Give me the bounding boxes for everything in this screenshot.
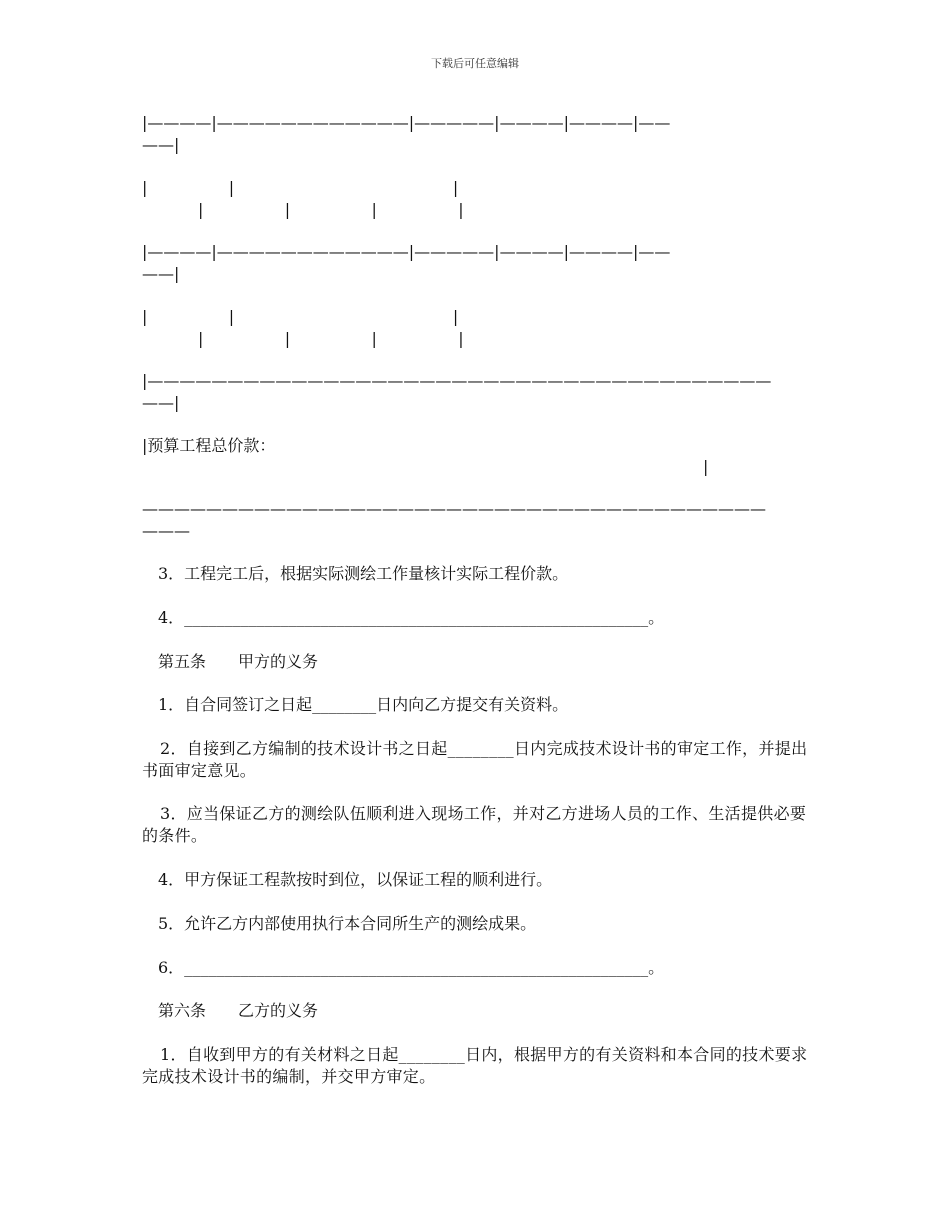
table-separator: |————|————————————|—————|————|————|—— (142, 113, 671, 132)
table-empty-row-cont: | | | | (142, 200, 464, 219)
clause-5-6: 6．__________________________________________________________。 (158, 958, 665, 977)
clause-6-1: 1．自收到甲方的有关材料之日起________日内，根据甲方的有关资料和本合同的技术要求完成技术设计书的编制，并交甲方审定。 (142, 1045, 808, 1086)
table-bottom-separator-tail: ——| (142, 393, 180, 412)
dash-line: ——————————————————————————————————————— (142, 499, 766, 518)
clause-5-3: 3．应当保证乙方的测绘队伍顺利进入现场工作，并对乙方进场人员的工作、生活提供必要的条件。 (142, 804, 807, 845)
table-empty-row-cont: | | | | (142, 329, 464, 348)
table-separator-tail: ——| (142, 135, 180, 154)
table-separator: |————|————————————|—————|————|————|—— (142, 242, 671, 261)
article-5-title: 第五条 甲方的义务 (158, 652, 319, 671)
clause-5-2: 2．自接到乙方编制的技术设计书之日起________日内完成技术设计书的审定工作，并提出书面审定意见。 (142, 739, 808, 780)
table-bottom-separator: |——————————————————————————————————————— (142, 371, 772, 390)
article-6-title: 第六条 乙方的义务 (158, 1001, 319, 1020)
total-price-label: |预算工程总价款： (142, 436, 276, 455)
page-header: 下载后可任意编辑 (431, 57, 519, 70)
clause-5-4: 4．甲方保证工程款按时到位，以保证工程的顺利进行。 (158, 870, 553, 889)
clause-5-5: 5．允许乙方内部使用执行本合同所生产的测绘成果。 (158, 914, 537, 933)
table-empty-row: | | | (142, 178, 459, 197)
clause-5-1: 1．自合同签订之日起________日内向乙方提交有关资料。 (158, 695, 569, 714)
total-price-bar: | (703, 457, 709, 476)
clause-4-4: 4．__________________________________________________________。 (158, 608, 665, 627)
dash-line-tail: ——— (142, 521, 190, 540)
table-separator-tail: ——| (142, 264, 180, 283)
table-empty-row: | | | (142, 307, 459, 326)
clause-4-3: 3．工程完工后，根据实际测绘工作量核计实际工程价款。 (158, 564, 569, 583)
